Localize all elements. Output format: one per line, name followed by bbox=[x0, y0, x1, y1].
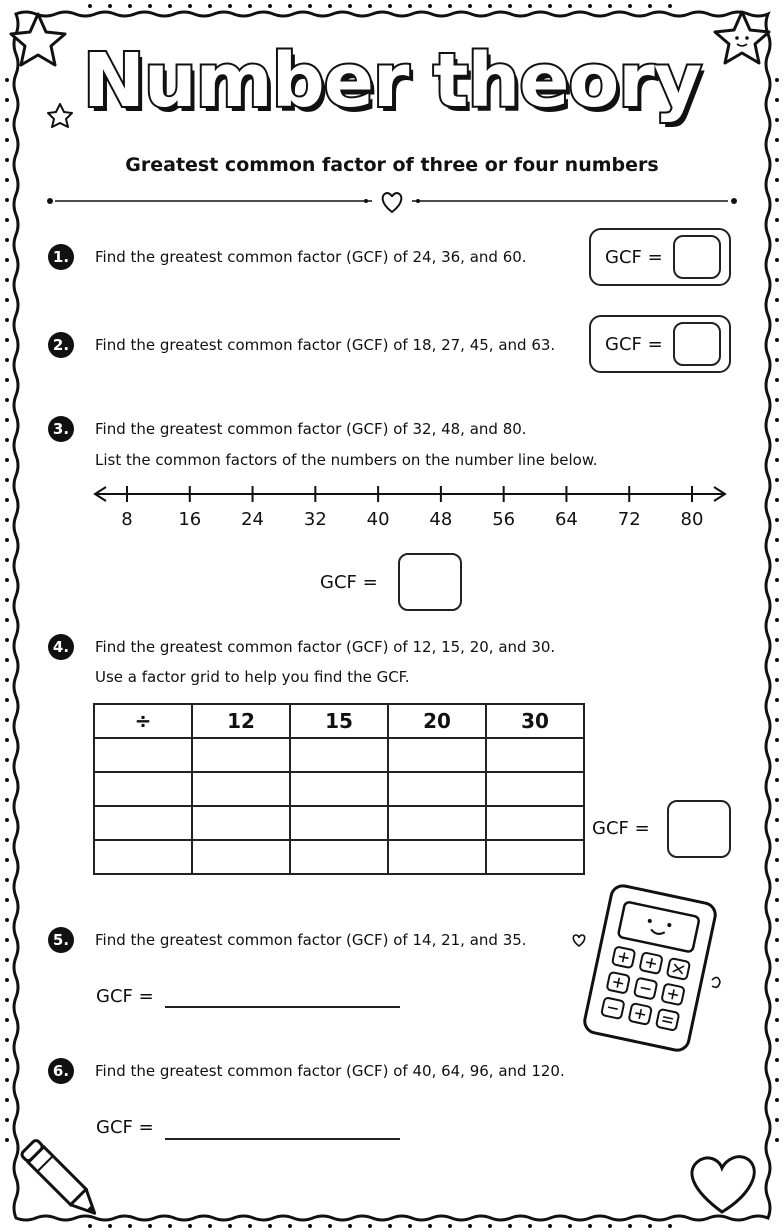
border-dot bbox=[775, 498, 779, 502]
border-dot bbox=[775, 458, 779, 462]
border-dot bbox=[5, 1038, 9, 1042]
factor-grid-row bbox=[94, 738, 584, 772]
border-dot bbox=[5, 818, 9, 822]
border-dot bbox=[108, 1224, 112, 1228]
border-dot bbox=[5, 918, 9, 922]
border-dot bbox=[388, 4, 392, 8]
border-dot bbox=[775, 438, 779, 442]
border-dot bbox=[5, 978, 9, 982]
border-dot bbox=[5, 698, 9, 702]
factor-grid-header-row bbox=[94, 704, 584, 738]
border-dot bbox=[608, 4, 612, 8]
border-dot bbox=[775, 378, 779, 382]
border-dot bbox=[5, 718, 9, 722]
border-dot bbox=[188, 4, 192, 8]
border-dot bbox=[128, 4, 132, 8]
question-4-text: Find the greatest common factor (GCF) of 12, 15, 20, and 30. bbox=[95, 638, 556, 656]
border-dot bbox=[568, 4, 572, 8]
border-dot bbox=[775, 1018, 779, 1022]
border-dot bbox=[775, 978, 779, 982]
border-dot bbox=[775, 578, 779, 582]
border-dot bbox=[668, 1224, 672, 1228]
question-3-number: 3. bbox=[48, 416, 74, 442]
border-dot bbox=[5, 538, 9, 542]
border-dot bbox=[775, 678, 779, 682]
border-dot bbox=[5, 478, 9, 482]
question-5-text: Find the greatest common factor (GCF) of 14, 21, and 35. bbox=[95, 931, 527, 949]
border-dot bbox=[775, 218, 779, 222]
border-dot bbox=[5, 138, 9, 142]
border-dot bbox=[5, 518, 9, 522]
question-3-gcf-label: GCF = bbox=[320, 572, 378, 593]
border-dot bbox=[775, 618, 779, 622]
border-dot bbox=[5, 278, 9, 282]
border-dot bbox=[5, 418, 9, 422]
border-dot bbox=[408, 1224, 412, 1228]
border-dot bbox=[5, 318, 9, 322]
question-6-gcf-label: GCF = bbox=[96, 1117, 154, 1138]
border-dot bbox=[5, 898, 9, 902]
number-line-tick-label: 8 bbox=[121, 509, 133, 530]
border-dot bbox=[348, 1224, 352, 1228]
question-1-number: 1. bbox=[48, 244, 74, 270]
border-dot bbox=[775, 838, 779, 842]
border-dot bbox=[5, 838, 9, 842]
border-dot bbox=[5, 338, 9, 342]
border-dot bbox=[5, 678, 9, 682]
border-dot bbox=[5, 758, 9, 762]
border-dot bbox=[5, 198, 9, 202]
question-4-instruction: Use a factor grid to help you find the GCF. bbox=[95, 668, 410, 686]
border-dot bbox=[775, 998, 779, 1002]
border-dot bbox=[5, 1118, 9, 1122]
border-dot bbox=[508, 1224, 512, 1228]
border-dot bbox=[168, 1224, 172, 1228]
number-line-tick-label: 80 bbox=[680, 509, 704, 530]
border-dot bbox=[5, 398, 9, 402]
border-dot bbox=[5, 618, 9, 622]
border-dot bbox=[775, 318, 779, 322]
border-dot bbox=[5, 578, 9, 582]
border-dot bbox=[775, 398, 779, 402]
border-dot bbox=[388, 1224, 392, 1228]
border-dot bbox=[468, 4, 472, 8]
border-dot bbox=[468, 1224, 472, 1228]
question-4-gcf-label: GCF = bbox=[592, 818, 650, 839]
border-dot bbox=[408, 4, 412, 8]
question-2-number: 2. bbox=[48, 332, 74, 358]
question-6-answer-line[interactable] bbox=[165, 1136, 400, 1140]
factor-grid bbox=[93, 703, 585, 875]
border-dot bbox=[5, 1098, 9, 1102]
factor-grid-header-20: 20 bbox=[388, 704, 486, 738]
question-1-answer-input[interactable] bbox=[673, 235, 721, 279]
factor-grid-cell[interactable] bbox=[486, 772, 584, 806]
question-5-gcf-label: GCF = bbox=[96, 986, 154, 1007]
border-dot bbox=[5, 298, 9, 302]
sparkle-icon bbox=[712, 977, 720, 987]
border-dot bbox=[775, 478, 779, 482]
border-dot bbox=[108, 4, 112, 8]
border-dot bbox=[488, 1224, 492, 1228]
border-dot bbox=[775, 1078, 779, 1082]
border-dot bbox=[775, 238, 779, 242]
factor-grid-header-30: 30 bbox=[486, 704, 584, 738]
factor-grid-row bbox=[94, 840, 584, 874]
border-dot bbox=[208, 4, 212, 8]
border-dot bbox=[775, 1038, 779, 1042]
factor-grid-header-divide: ÷ bbox=[94, 704, 192, 738]
border-dot bbox=[775, 138, 779, 142]
border-dot bbox=[608, 1224, 612, 1228]
number-line bbox=[95, 486, 725, 502]
question-2-answer-input[interactable] bbox=[673, 322, 721, 366]
border-dot bbox=[328, 1224, 332, 1228]
border-dot bbox=[668, 4, 672, 8]
border-dot bbox=[5, 378, 9, 382]
heart-icon bbox=[383, 193, 402, 212]
border-dot bbox=[775, 278, 779, 282]
number-line-tick-label: 48 bbox=[429, 509, 453, 530]
pencil-icon bbox=[20, 1139, 102, 1221]
border-dot bbox=[548, 4, 552, 8]
question-6-number: 6. bbox=[48, 1058, 74, 1084]
factor-grid-cell[interactable] bbox=[192, 772, 290, 806]
border-dot bbox=[775, 518, 779, 522]
border-dot bbox=[775, 918, 779, 922]
factor-grid-cell[interactable] bbox=[388, 738, 486, 772]
number-line-tick-label: 72 bbox=[617, 509, 641, 530]
calculator-icon bbox=[583, 884, 718, 1053]
border-dot bbox=[775, 778, 779, 782]
border-dot bbox=[775, 418, 779, 422]
border-dot bbox=[5, 798, 9, 802]
border-dot bbox=[775, 798, 779, 802]
factor-grid-cell[interactable] bbox=[388, 772, 486, 806]
border-dot bbox=[5, 878, 9, 882]
border-dot bbox=[775, 1118, 779, 1122]
border-dot bbox=[5, 1018, 9, 1022]
border-dot bbox=[548, 1224, 552, 1228]
factor-grid-cell[interactable] bbox=[290, 840, 388, 874]
border-dot bbox=[775, 758, 779, 762]
border-dot bbox=[248, 4, 252, 8]
factor-grid-cell[interactable] bbox=[290, 772, 388, 806]
factor-grid-header-12: 12 bbox=[192, 704, 290, 738]
factor-grid-cell[interactable] bbox=[486, 806, 584, 840]
border-dot bbox=[288, 1224, 292, 1228]
question-2-text: Find the greatest common factor (GCF) of 18, 27, 45, and 63. bbox=[95, 336, 556, 354]
border-dot bbox=[168, 4, 172, 8]
border-dot bbox=[448, 1224, 452, 1228]
factor-grid-row bbox=[94, 772, 584, 806]
border-dot bbox=[308, 4, 312, 8]
border-dot bbox=[775, 938, 779, 942]
border-dot bbox=[775, 718, 779, 722]
border-dot bbox=[288, 4, 292, 8]
factor-grid-cell[interactable] bbox=[192, 806, 290, 840]
question-3-answer-input[interactable] bbox=[398, 553, 462, 611]
border-dot bbox=[368, 1224, 372, 1228]
number-line-tick-label: 32 bbox=[303, 509, 327, 530]
factor-grid-cell[interactable] bbox=[290, 806, 388, 840]
border-dot bbox=[5, 858, 9, 862]
border-dot bbox=[648, 1224, 652, 1228]
border-dot bbox=[328, 4, 332, 8]
border-dot bbox=[368, 4, 372, 8]
border-dot bbox=[5, 958, 9, 962]
border-dot bbox=[228, 4, 232, 8]
border-dot bbox=[348, 4, 352, 8]
border-dot bbox=[775, 698, 779, 702]
border-dot bbox=[5, 1058, 9, 1062]
border-dot bbox=[775, 1138, 779, 1142]
border-dot bbox=[268, 1224, 272, 1228]
question-2-answer-box bbox=[589, 315, 731, 373]
factor-grid-cell[interactable] bbox=[486, 840, 584, 874]
border-dot bbox=[775, 858, 779, 862]
border-dot bbox=[5, 1138, 9, 1142]
factor-grid-cell[interactable] bbox=[94, 840, 192, 874]
border-dot bbox=[588, 4, 592, 8]
border-dot bbox=[448, 4, 452, 8]
border-dot bbox=[5, 778, 9, 782]
border-dot bbox=[5, 358, 9, 362]
number-line-tick-label: 56 bbox=[492, 509, 516, 530]
border-dot bbox=[188, 1224, 192, 1228]
page-subtitle: Greatest common factor of three or four numbers bbox=[125, 154, 659, 176]
border-dot bbox=[5, 258, 9, 262]
border-dot bbox=[775, 818, 779, 822]
number-line-tick-label: 64 bbox=[554, 509, 578, 530]
number-line-tick-label: 16 bbox=[178, 509, 202, 530]
question-3-text: Find the greatest common factor (GCF) of 32, 48, and 80. bbox=[95, 420, 527, 438]
question-6-text: Find the greatest common factor (GCF) of 40, 64, 96, and 120. bbox=[95, 1062, 565, 1080]
border-dot bbox=[775, 898, 779, 902]
border-dot bbox=[228, 1224, 232, 1228]
border-dot bbox=[268, 4, 272, 8]
border-dot bbox=[775, 338, 779, 342]
question-5-answer-line[interactable] bbox=[165, 1004, 400, 1008]
border-dot bbox=[5, 458, 9, 462]
border-dot bbox=[5, 438, 9, 442]
question-4-number: 4. bbox=[48, 634, 74, 660]
small-heart-icon bbox=[573, 935, 584, 946]
page-title: Number theory bbox=[83, 38, 701, 124]
border-dot bbox=[428, 4, 432, 8]
border-dot bbox=[5, 1078, 9, 1082]
number-line-tick-label: 24 bbox=[241, 509, 264, 530]
border-dot bbox=[775, 598, 779, 602]
border-dot bbox=[5, 598, 9, 602]
border-dot bbox=[775, 878, 779, 882]
factor-grid-cell[interactable] bbox=[94, 772, 192, 806]
border-dot bbox=[5, 218, 9, 222]
border-dot bbox=[528, 4, 532, 8]
border-dot bbox=[775, 198, 779, 202]
border-dot bbox=[5, 178, 9, 182]
border-dot bbox=[775, 638, 779, 642]
border-dot bbox=[148, 4, 152, 8]
border-dot bbox=[5, 658, 9, 662]
factor-grid-cell[interactable] bbox=[388, 806, 486, 840]
border-dot bbox=[775, 958, 779, 962]
factor-grid-row bbox=[94, 806, 584, 840]
border-dot bbox=[588, 1224, 592, 1228]
border-dot bbox=[568, 1224, 572, 1228]
factor-grid-cell[interactable] bbox=[94, 806, 192, 840]
question-1-text: Find the greatest common factor (GCF) of 24, 36, and 60. bbox=[95, 248, 527, 266]
factor-grid-cell[interactable] bbox=[192, 738, 290, 772]
border-dot bbox=[775, 358, 779, 362]
border-dot bbox=[775, 258, 779, 262]
gcf-label: GCF = bbox=[605, 333, 663, 355]
border-dot bbox=[128, 1224, 132, 1228]
border-dot bbox=[5, 558, 9, 562]
border-dot bbox=[628, 1224, 632, 1228]
border-dot bbox=[5, 638, 9, 642]
border-dot bbox=[775, 178, 779, 182]
border-dot bbox=[488, 4, 492, 8]
border-dot bbox=[5, 238, 9, 242]
factor-grid-cell[interactable] bbox=[486, 738, 584, 772]
border-dot bbox=[5, 938, 9, 942]
question-5-number: 5. bbox=[48, 927, 74, 953]
border-dot bbox=[428, 1224, 432, 1228]
border-dot bbox=[648, 4, 652, 8]
border-dot bbox=[775, 738, 779, 742]
question-1-answer-box bbox=[589, 228, 731, 286]
border-dot bbox=[628, 4, 632, 8]
number-line-tick-label: 40 bbox=[366, 509, 390, 530]
border-dot bbox=[5, 738, 9, 742]
divider bbox=[47, 193, 737, 212]
factor-grid-cell[interactable] bbox=[388, 840, 486, 874]
factor-grid-cell[interactable] bbox=[290, 738, 388, 772]
border-dot bbox=[775, 538, 779, 542]
border-dot bbox=[88, 4, 92, 8]
border-dot bbox=[308, 1224, 312, 1228]
gcf-label: GCF = bbox=[605, 246, 663, 268]
border-dot bbox=[248, 1224, 252, 1228]
border-dot bbox=[775, 1058, 779, 1062]
border-dot bbox=[508, 4, 512, 8]
border-dot bbox=[5, 498, 9, 502]
factor-grid-header-15: 15 bbox=[290, 704, 388, 738]
border-dot bbox=[5, 998, 9, 1002]
border-dot bbox=[88, 1224, 92, 1228]
question-3-instruction: List the common factors of the numbers on the number line below. bbox=[95, 451, 598, 469]
border-dot bbox=[148, 1224, 152, 1228]
border-dot bbox=[775, 558, 779, 562]
border-dot bbox=[775, 1098, 779, 1102]
factor-grid-cell[interactable] bbox=[192, 840, 290, 874]
border-dot bbox=[775, 658, 779, 662]
border-dot bbox=[775, 298, 779, 302]
factor-grid-cell[interactable] bbox=[94, 738, 192, 772]
question-4-answer-input[interactable] bbox=[667, 800, 731, 858]
big-heart-icon bbox=[692, 1157, 754, 1212]
border-dot bbox=[208, 1224, 212, 1228]
border-dot bbox=[528, 1224, 532, 1228]
